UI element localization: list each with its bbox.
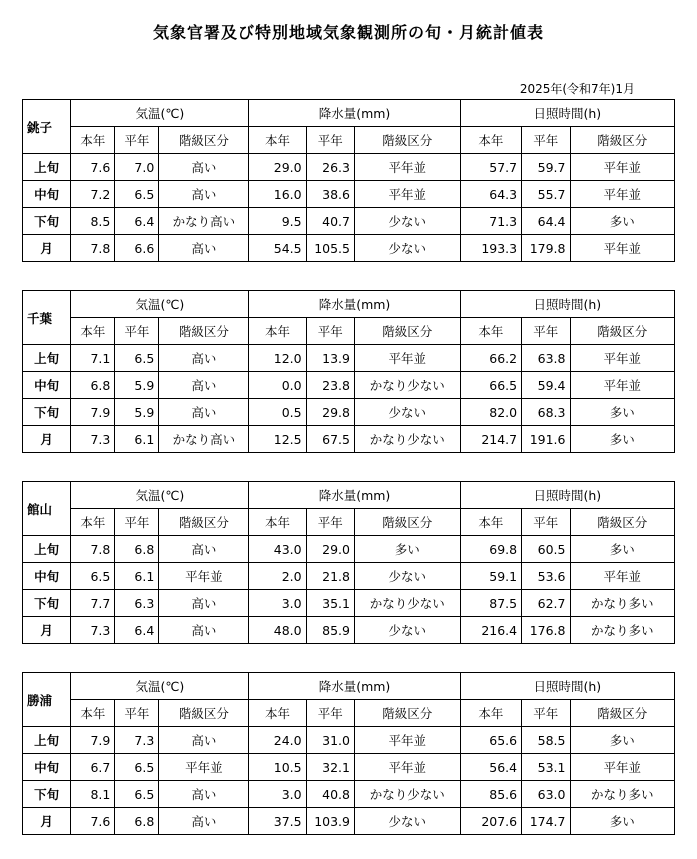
- value-cell: 54.5: [249, 235, 306, 262]
- class-cell: かなり多い: [570, 781, 675, 808]
- class-cell: 平年並: [354, 345, 460, 372]
- class-cell: 高い: [159, 345, 249, 372]
- group-header-row: [23, 482, 675, 509]
- period-label: 中旬: [23, 372, 71, 399]
- value-cell: 82.0: [460, 399, 522, 426]
- group-header-row: [23, 291, 675, 318]
- value-cell: 3.0: [249, 590, 306, 617]
- period-label: 月: [23, 235, 71, 262]
- value-cell: 5.9: [115, 399, 159, 426]
- table-row: [23, 426, 675, 453]
- value-cell: 6.6: [115, 235, 159, 262]
- value-cell: 35.1: [306, 590, 354, 617]
- period-label: 下旬: [23, 781, 71, 808]
- value-cell: 13.9: [306, 345, 354, 372]
- column-header: 平年: [115, 509, 159, 536]
- value-cell: 12.0: [249, 345, 306, 372]
- class-cell: 少ない: [354, 235, 460, 262]
- table-row: [23, 563, 675, 590]
- value-cell: 62.7: [522, 590, 570, 617]
- class-cell: 平年並: [570, 754, 675, 781]
- class-cell: かなり多い: [570, 590, 675, 617]
- value-cell: 6.5: [115, 781, 159, 808]
- column-header: 本年: [71, 127, 115, 154]
- group-header-row: [23, 673, 675, 700]
- table-row: [23, 808, 675, 835]
- class-cell: 少ない: [354, 399, 460, 426]
- value-cell: 0.0: [249, 372, 306, 399]
- value-cell: 7.6: [71, 154, 115, 181]
- value-cell: 65.6: [460, 727, 522, 754]
- station-table: [22, 290, 675, 453]
- column-header: 階級区分: [159, 509, 249, 536]
- value-cell: 48.0: [249, 617, 306, 644]
- class-cell: 平年並: [570, 181, 675, 208]
- sub-header-row: [23, 509, 675, 536]
- value-cell: 53.6: [522, 563, 570, 590]
- table-row: [23, 590, 675, 617]
- class-cell: 平年並: [159, 563, 249, 590]
- class-cell: 多い: [570, 808, 675, 835]
- column-header: 階級区分: [159, 700, 249, 727]
- table-row: [23, 208, 675, 235]
- value-cell: 6.1: [115, 426, 159, 453]
- class-cell: 高い: [159, 235, 249, 262]
- value-cell: 176.8: [522, 617, 570, 644]
- value-cell: 24.0: [249, 727, 306, 754]
- group-header: 降水量(mm): [249, 482, 460, 509]
- class-cell: 平年並: [570, 154, 675, 181]
- group-header: 気温(℃): [71, 482, 249, 509]
- value-cell: 31.0: [306, 727, 354, 754]
- class-cell: 高い: [159, 808, 249, 835]
- value-cell: 6.1: [115, 563, 159, 590]
- column-header: 本年: [460, 509, 522, 536]
- value-cell: 0.5: [249, 399, 306, 426]
- sub-header-row: [23, 127, 675, 154]
- column-header: 平年: [306, 509, 354, 536]
- page-title: 気象官署及び特別地域気象観測所の旬・月統計値表: [152, 23, 544, 42]
- column-header: 階級区分: [159, 127, 249, 154]
- sub-header-row: [23, 318, 675, 345]
- value-cell: 6.7: [71, 754, 115, 781]
- value-cell: 85.9: [306, 617, 354, 644]
- value-cell: 6.8: [115, 536, 159, 563]
- group-header: 降水量(mm): [249, 673, 460, 700]
- station-name: 銚子: [23, 100, 71, 154]
- class-cell: 少ない: [354, 208, 460, 235]
- value-cell: 7.1: [71, 345, 115, 372]
- column-header: 本年: [460, 127, 522, 154]
- class-cell: 多い: [570, 727, 675, 754]
- column-header: 平年: [115, 318, 159, 345]
- value-cell: 68.3: [522, 399, 570, 426]
- station-table: [22, 672, 675, 835]
- column-header: 平年: [115, 700, 159, 727]
- class-cell: かなり高い: [159, 426, 249, 453]
- class-cell: 平年並: [159, 754, 249, 781]
- value-cell: 63.0: [522, 781, 570, 808]
- column-header: 本年: [249, 700, 306, 727]
- column-header: 平年: [522, 127, 570, 154]
- period-label: 上旬: [23, 536, 71, 563]
- table-row: [23, 536, 675, 563]
- value-cell: 7.7: [71, 590, 115, 617]
- class-cell: 高い: [159, 536, 249, 563]
- class-cell: かなり少ない: [354, 372, 460, 399]
- table-row: [23, 617, 675, 644]
- value-cell: 58.5: [522, 727, 570, 754]
- class-cell: 少ない: [354, 808, 460, 835]
- value-cell: 179.8: [522, 235, 570, 262]
- group-header: 気温(℃): [71, 100, 249, 127]
- value-cell: 7.8: [71, 536, 115, 563]
- value-cell: 174.7: [522, 808, 570, 835]
- class-cell: 多い: [570, 426, 675, 453]
- value-cell: 6.5: [115, 754, 159, 781]
- column-header: 平年: [306, 127, 354, 154]
- class-cell: かなり少ない: [354, 426, 460, 453]
- report-date: 2025年(令和7年)1月: [519, 82, 635, 96]
- value-cell: 40.7: [306, 208, 354, 235]
- value-cell: 7.3: [115, 727, 159, 754]
- period-label: 月: [23, 617, 71, 644]
- class-cell: 高い: [159, 372, 249, 399]
- period-label: 中旬: [23, 563, 71, 590]
- station-name: 勝浦: [23, 673, 71, 727]
- value-cell: 6.4: [115, 208, 159, 235]
- period-label: 上旬: [23, 154, 71, 181]
- period-label: 下旬: [23, 590, 71, 617]
- value-cell: 8.1: [71, 781, 115, 808]
- group-header: 日照時間(h): [460, 100, 674, 127]
- value-cell: 6.5: [115, 181, 159, 208]
- table-row: [23, 781, 675, 808]
- value-cell: 43.0: [249, 536, 306, 563]
- value-cell: 29.0: [249, 154, 306, 181]
- value-cell: 7.3: [71, 426, 115, 453]
- table-row: [23, 727, 675, 754]
- table-row: [23, 154, 675, 181]
- value-cell: 191.6: [522, 426, 570, 453]
- value-cell: 56.4: [460, 754, 522, 781]
- group-header-row: [23, 100, 675, 127]
- value-cell: 6.8: [115, 808, 159, 835]
- group-header: 降水量(mm): [249, 100, 460, 127]
- station-table: [22, 481, 675, 644]
- value-cell: 214.7: [460, 426, 522, 453]
- class-cell: 平年並: [354, 754, 460, 781]
- column-header: 平年: [522, 509, 570, 536]
- class-cell: 高い: [159, 781, 249, 808]
- column-header: 本年: [249, 318, 306, 345]
- value-cell: 6.5: [71, 563, 115, 590]
- column-header: 平年: [522, 318, 570, 345]
- value-cell: 7.3: [71, 617, 115, 644]
- column-header: 階級区分: [159, 318, 249, 345]
- class-cell: 平年並: [570, 345, 675, 372]
- column-header: 平年: [306, 318, 354, 345]
- value-cell: 103.9: [306, 808, 354, 835]
- value-cell: 7.9: [71, 399, 115, 426]
- value-cell: 193.3: [460, 235, 522, 262]
- value-cell: 37.5: [249, 808, 306, 835]
- table-row: [23, 754, 675, 781]
- value-cell: 66.5: [460, 372, 522, 399]
- station-table: [22, 99, 675, 262]
- column-header: 階級区分: [570, 509, 675, 536]
- value-cell: 216.4: [460, 617, 522, 644]
- class-cell: かなり少ない: [354, 590, 460, 617]
- column-header: 階級区分: [354, 700, 460, 727]
- column-header: 階級区分: [354, 318, 460, 345]
- class-cell: 平年並: [354, 154, 460, 181]
- class-cell: 多い: [570, 399, 675, 426]
- value-cell: 40.8: [306, 781, 354, 808]
- period-label: 上旬: [23, 345, 71, 372]
- class-cell: 平年並: [354, 181, 460, 208]
- value-cell: 5.9: [115, 372, 159, 399]
- value-cell: 87.5: [460, 590, 522, 617]
- period-label: 中旬: [23, 181, 71, 208]
- value-cell: 2.0: [249, 563, 306, 590]
- value-cell: 16.0: [249, 181, 306, 208]
- table-row: [23, 399, 675, 426]
- value-cell: 6.8: [71, 372, 115, 399]
- station-name: 館山: [23, 482, 71, 536]
- column-header: 階級区分: [570, 700, 675, 727]
- value-cell: 7.0: [115, 154, 159, 181]
- group-header: 気温(℃): [71, 291, 249, 318]
- value-cell: 7.6: [71, 808, 115, 835]
- column-header: 平年: [306, 700, 354, 727]
- class-cell: 高い: [159, 181, 249, 208]
- value-cell: 6.4: [115, 617, 159, 644]
- value-cell: 7.8: [71, 235, 115, 262]
- value-cell: 9.5: [249, 208, 306, 235]
- period-label: 上旬: [23, 727, 71, 754]
- value-cell: 64.3: [460, 181, 522, 208]
- column-header: 階級区分: [354, 509, 460, 536]
- column-header: 本年: [71, 509, 115, 536]
- value-cell: 10.5: [249, 754, 306, 781]
- column-header: 本年: [71, 700, 115, 727]
- group-header: 日照時間(h): [460, 482, 674, 509]
- table-row: [23, 235, 675, 262]
- value-cell: 59.4: [522, 372, 570, 399]
- value-cell: 71.3: [460, 208, 522, 235]
- value-cell: 7.2: [71, 181, 115, 208]
- column-header: 平年: [115, 127, 159, 154]
- value-cell: 38.6: [306, 181, 354, 208]
- class-cell: 多い: [570, 208, 675, 235]
- value-cell: 63.8: [522, 345, 570, 372]
- class-cell: かなり多い: [570, 617, 675, 644]
- class-cell: 平年並: [354, 727, 460, 754]
- value-cell: 85.6: [460, 781, 522, 808]
- column-header: 本年: [71, 318, 115, 345]
- class-cell: 少ない: [354, 617, 460, 644]
- group-header: 気温(℃): [71, 673, 249, 700]
- group-header: 降水量(mm): [249, 291, 460, 318]
- value-cell: 6.5: [115, 345, 159, 372]
- column-header: 本年: [249, 509, 306, 536]
- value-cell: 59.7: [522, 154, 570, 181]
- sub-header-row: [23, 700, 675, 727]
- value-cell: 57.7: [460, 154, 522, 181]
- value-cell: 60.5: [522, 536, 570, 563]
- value-cell: 59.1: [460, 563, 522, 590]
- value-cell: 8.5: [71, 208, 115, 235]
- table-row: [23, 345, 675, 372]
- value-cell: 32.1: [306, 754, 354, 781]
- value-cell: 23.8: [306, 372, 354, 399]
- class-cell: 多い: [570, 536, 675, 563]
- value-cell: 69.8: [460, 536, 522, 563]
- value-cell: 66.2: [460, 345, 522, 372]
- class-cell: 高い: [159, 590, 249, 617]
- column-header: 階級区分: [354, 127, 460, 154]
- class-cell: かなり少ない: [354, 781, 460, 808]
- class-cell: 少ない: [354, 563, 460, 590]
- class-cell: 高い: [159, 617, 249, 644]
- class-cell: 平年並: [570, 563, 675, 590]
- value-cell: 26.3: [306, 154, 354, 181]
- period-label: 下旬: [23, 208, 71, 235]
- column-header: 本年: [460, 700, 522, 727]
- column-header: 階級区分: [570, 127, 675, 154]
- value-cell: 53.1: [522, 754, 570, 781]
- class-cell: 平年並: [570, 235, 675, 262]
- value-cell: 64.4: [522, 208, 570, 235]
- value-cell: 6.3: [115, 590, 159, 617]
- period-label: 下旬: [23, 399, 71, 426]
- value-cell: 12.5: [249, 426, 306, 453]
- table-row: [23, 372, 675, 399]
- value-cell: 29.0: [306, 536, 354, 563]
- column-header: 平年: [522, 700, 570, 727]
- column-header: 本年: [249, 127, 306, 154]
- column-header: 本年: [460, 318, 522, 345]
- class-cell: 高い: [159, 154, 249, 181]
- table-row: [23, 181, 675, 208]
- value-cell: 105.5: [306, 235, 354, 262]
- class-cell: かなり高い: [159, 208, 249, 235]
- value-cell: 21.8: [306, 563, 354, 590]
- class-cell: 高い: [159, 727, 249, 754]
- value-cell: 7.9: [71, 727, 115, 754]
- class-cell: 平年並: [570, 372, 675, 399]
- period-label: 月: [23, 426, 71, 453]
- value-cell: 55.7: [522, 181, 570, 208]
- class-cell: 高い: [159, 399, 249, 426]
- period-label: 中旬: [23, 754, 71, 781]
- class-cell: 多い: [354, 536, 460, 563]
- value-cell: 29.8: [306, 399, 354, 426]
- period-label: 月: [23, 808, 71, 835]
- column-header: 階級区分: [570, 318, 675, 345]
- group-header: 日照時間(h): [460, 673, 674, 700]
- value-cell: 207.6: [460, 808, 522, 835]
- value-cell: 67.5: [306, 426, 354, 453]
- station-name: 千葉: [23, 291, 71, 345]
- value-cell: 3.0: [249, 781, 306, 808]
- group-header: 日照時間(h): [460, 291, 674, 318]
